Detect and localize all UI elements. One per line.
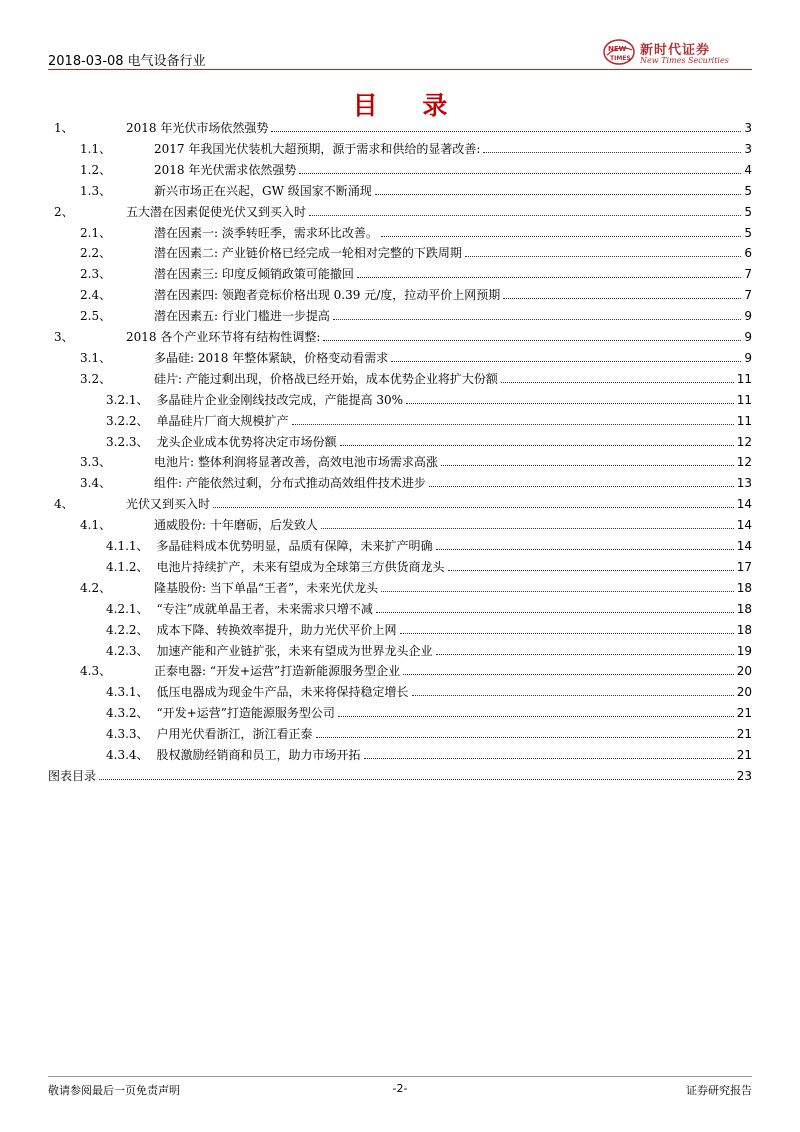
toc-entry-number: 4.3、	[80, 664, 112, 679]
toc-entry-number: 4.2.3、	[106, 643, 149, 658]
toc-entry-number: 3.2.3、	[106, 434, 149, 449]
toc-entry-page: 7	[744, 267, 752, 282]
toc-leader-dots	[333, 318, 742, 320]
toc-entry[interactable]	[48, 536, 752, 554]
toc-entry[interactable]	[48, 139, 752, 157]
toc-entry-number: 4.2.1、	[106, 601, 149, 616]
toc-entry[interactable]	[48, 557, 752, 575]
toc-leader-dots	[376, 611, 734, 613]
toc-entry-title: 低压电器成为现金牛产品，未来将保持稳定增长	[156, 685, 409, 700]
toc-entry-title: 2018 年光伏市场依然强势	[126, 121, 269, 135]
toc-entry[interactable]	[48, 661, 752, 679]
toc-entry-number: 4.1.1、	[106, 539, 149, 553]
toc-leader-dots	[412, 694, 734, 696]
toc-entry[interactable]	[48, 432, 752, 450]
toc-entry-page: 13	[736, 476, 752, 491]
toc-leader-dots	[448, 569, 734, 571]
toc-entry-title: 龙头企业成本优势将决定市场份额	[156, 434, 337, 449]
toc-leader-dots	[503, 297, 741, 299]
toc-leader-dots	[340, 444, 734, 446]
toc-entry-title: 多晶硅料成本优势明显，品质有保障，未来扩产明确	[156, 539, 433, 553]
toc-entry-page: 5	[744, 204, 752, 219]
toc-entry-title: 光伏又到买入时	[126, 497, 211, 512]
toc-leader-dots	[323, 339, 741, 341]
toc-entry-title: 正泰电器: “开发+运营”打造新能源服务型企业	[154, 664, 401, 679]
toc-leader-dots	[403, 673, 734, 675]
toc-entry[interactable]	[48, 243, 752, 261]
toc-entry-number: 2.2、	[80, 246, 112, 261]
toc-entry-number: 2.3、	[80, 267, 112, 282]
toc-leader-dots	[501, 381, 734, 383]
toc-leader-dots	[406, 402, 734, 404]
toc-entry-title: 潜在因素二: 产业链价格已经完成一轮相对完整的下跌周期	[154, 246, 462, 261]
toc-entry-page: 21	[736, 727, 752, 742]
toc-entry[interactable]	[48, 578, 752, 596]
header-divider	[48, 69, 752, 70]
toc-entry-number: 1、	[54, 121, 74, 135]
toc-leader-dots	[441, 464, 734, 466]
toc-entry-number: 1.2、	[80, 162, 112, 177]
page-number: -2-	[392, 1082, 408, 1095]
toc-entry[interactable]	[48, 202, 752, 220]
toc-leader-dots	[436, 548, 734, 550]
toc-entry-page: 18	[736, 601, 752, 616]
toc-entry-page: 20	[736, 685, 752, 700]
toc-title: 目 录	[352, 91, 466, 120]
disclaimer-note: 敬请参阅最后一页免责声明	[48, 1084, 180, 1097]
toc-entry-number: 4.2、	[80, 580, 112, 595]
toc-entry[interactable]	[48, 724, 752, 742]
toc-entry-title: 潜在因素一: 淡季转旺季，需求环比改善。	[154, 225, 378, 240]
toc-entry-number: 3.1、	[80, 350, 112, 365]
toc-entry-title: 多晶硅片企业金刚线技改完成，产能提高 30%	[156, 392, 404, 407]
toc-entry-number: 2.4、	[80, 288, 112, 303]
toc-entry-number: 4.3.1、	[106, 685, 149, 700]
toc-entry-page: 14	[736, 539, 752, 553]
toc-entry-number: 3.4、	[80, 476, 112, 491]
toc-leader-dots	[429, 485, 734, 487]
toc-entry-page: 18	[736, 580, 752, 595]
toc-entry[interactable]	[48, 599, 752, 617]
toc-entry-number: 3.2、	[80, 371, 112, 386]
toc-entry-title: “开发+运营”打造能源服务型公司	[156, 706, 335, 721]
toc-leader-dots	[400, 632, 734, 634]
toc-entry-title: 股权激励经销商和员工，助力市场开拓	[156, 748, 361, 762]
toc-entry-page: 5	[744, 225, 752, 240]
toc-entry-page: 21	[736, 748, 752, 762]
toc-entry[interactable]	[48, 118, 752, 136]
page-footer	[48, 1080, 752, 1098]
toc-leader-dots	[99, 778, 734, 780]
logo-english-name: New Times Securities	[640, 56, 729, 65]
toc-entry-page: 12	[736, 455, 752, 470]
toc-entry-title: 电池片: 整体利润将显著改善，高效电池市场需求高涨	[154, 455, 438, 470]
toc-entry-title: 图表目录	[48, 768, 97, 783]
toc-entry-title: 五大潜在因素促使光伏又到买入时	[126, 204, 307, 219]
toc-entry-title: 硅片: 产能过剩出现，价格战已经开始，成本优势企业将扩大份额	[154, 371, 498, 386]
toc-entry[interactable]	[48, 390, 752, 408]
report-type: 证券研究报告	[686, 1084, 752, 1097]
company-logo	[602, 38, 752, 68]
toc-entry-number: 2.5、	[80, 309, 112, 324]
toc-entry-number: 3、	[54, 330, 74, 344]
toc-entry-page: 23	[736, 768, 752, 783]
toc-entry[interactable]	[48, 515, 752, 533]
toc-entry-page: 11	[736, 392, 752, 407]
toc-entry[interactable]	[48, 369, 752, 387]
footer-divider	[48, 1076, 752, 1077]
toc-entry[interactable]	[48, 766, 752, 784]
toc-entry-number: 3.2.1、	[106, 392, 149, 407]
toc-entry-number: 4.1.2、	[106, 559, 149, 574]
toc-entry-title: 潜在因素五: 行业门槛进一步提高	[154, 309, 330, 324]
toc-leader-dots	[381, 590, 734, 592]
toc-entry-page: 18	[736, 622, 752, 637]
toc-entry-page: 9	[744, 309, 752, 324]
toc-entry[interactable]	[48, 452, 752, 470]
toc-entry-number: 2、	[54, 204, 74, 219]
toc-entry[interactable]	[48, 285, 752, 303]
toc-entry-page: 14	[736, 518, 752, 533]
logo-chinese-name: 新时代证券	[640, 43, 711, 58]
toc-entry-page: 9	[744, 350, 752, 365]
toc-entry-page: 14	[736, 497, 752, 512]
toc-leader-dots	[316, 736, 734, 738]
toc-entry-title: 2018 年光伏需求依然强势	[154, 162, 297, 177]
toc-entry-number: 4.3.2、	[106, 706, 149, 721]
toc-entry-number: 3.2.2、	[106, 413, 149, 428]
toc-entry-number: 2.1、	[80, 225, 112, 240]
toc-entry-page: 12	[736, 434, 752, 449]
toc-entry-page: 17	[736, 559, 752, 574]
page-header	[48, 38, 752, 68]
toc-entry-number: 1.1、	[80, 141, 112, 156]
toc-entry[interactable]	[48, 348, 752, 366]
toc-leader-dots	[465, 255, 741, 257]
toc-entry-page: 21	[736, 706, 752, 721]
toc-entry[interactable]	[48, 641, 752, 659]
toc-entry-title: 多晶硅: 2018 年整体紧缺，价格变动看需求	[154, 350, 389, 365]
toc-entry-number: 4.1、	[80, 518, 112, 533]
toc-leader-dots	[436, 653, 734, 655]
toc-leader-dots	[213, 506, 734, 508]
toc-entry-page: 11	[736, 371, 752, 386]
toc-entry-number: 3.3、	[80, 455, 112, 470]
toc-entry-title: 电池片持续扩产，未来有望成为全球第三方供货商龙头	[156, 559, 445, 574]
toc-leader-dots	[271, 130, 741, 132]
toc-leader-dots	[321, 527, 734, 529]
toc-entry[interactable]	[48, 682, 752, 700]
toc-entry-number: 1.3、	[80, 183, 112, 198]
toc-leader-dots	[338, 715, 734, 717]
report-date-industry: 2018-03-08 电气设备行业	[48, 54, 206, 69]
toc-entry-page: 7	[744, 288, 752, 303]
toc-leader-dots	[309, 214, 741, 216]
toc-entry[interactable]	[48, 411, 752, 429]
toc-leader-dots	[364, 757, 734, 759]
toc-entry-title: 隆基股份: 当下单晶“王者”，未来光伏龙头	[154, 580, 379, 595]
toc-entry-title: 通威股份: 十年磨砺，后发致人	[154, 518, 318, 533]
toc-entry-title: 成本下降、转换效率提升，助力光伏平价上网	[156, 622, 397, 637]
toc-entry-page: 9	[744, 330, 752, 344]
toc-entry[interactable]	[48, 306, 752, 324]
toc-leader-dots	[483, 151, 741, 153]
toc-entry[interactable]	[48, 473, 752, 491]
toc-entry-title: 户用光伏看浙江，浙江看正泰	[156, 727, 313, 742]
toc-leader-dots	[375, 193, 742, 195]
toc-entry-title: 加速产能和产业链扩张，未来有望成为世界龙头企业	[156, 643, 433, 658]
toc-entry-page: 3	[744, 121, 752, 135]
toc-entry[interactable]	[48, 264, 752, 282]
svg-text:TIMES: TIMES	[610, 55, 631, 62]
toc-entry-title: 单晶硅片厂商大规模扩产	[156, 413, 289, 428]
toc-entry-page: 6	[744, 246, 752, 261]
toc-entry[interactable]	[48, 223, 752, 241]
toc-entry-page: 20	[736, 664, 752, 679]
toc-entry-page: 11	[736, 413, 752, 428]
toc-entry[interactable]	[48, 494, 752, 512]
toc-entry-number: 4.2.2、	[106, 622, 149, 637]
toc-entry-number: 4、	[54, 497, 74, 512]
toc-entry[interactable]	[48, 703, 752, 721]
toc-entry-page: 5	[744, 183, 752, 198]
toc-entry-title: 新兴市场正在兴起，GW 级国家不断涌现	[154, 183, 372, 198]
toc-leader-dots	[299, 172, 741, 174]
toc-entry[interactable]	[48, 745, 752, 763]
toc-entry[interactable]	[48, 620, 752, 638]
toc-entry-title: 2017 年我国光伏装机大超预期，源于需求和供给的显著改善:	[154, 141, 481, 156]
toc-entry-page: 19	[736, 643, 752, 658]
toc-leader-dots	[391, 360, 741, 362]
svg-text:NEW: NEW	[608, 45, 627, 53]
toc-entry-title: “专注”成就单晶王者，未来需求只增不减	[156, 601, 373, 616]
toc-leader-dots	[381, 235, 742, 237]
toc-entry-title: 组件: 产能依然过剩，分布式推动高效组件技术进步	[154, 476, 426, 491]
toc-entry-title: 潜在因素四: 领跑者竞标价格出现 0.39 元/度，拉动平价上网预期	[154, 288, 501, 303]
toc-entry-number: 4.3.3、	[106, 727, 149, 742]
new-times-logo-icon	[602, 38, 636, 66]
toc-leader-dots	[357, 276, 742, 278]
toc-entry-page: 3	[744, 141, 752, 156]
toc-entry-title: 2018 各个产业环节将有结构性调整:	[126, 330, 321, 344]
toc-entry[interactable]	[48, 327, 752, 345]
toc-leader-dots	[292, 423, 734, 425]
toc-entry[interactable]	[48, 181, 752, 199]
toc-entry-title: 潜在因素三: 印度反倾销政策可能撤回	[154, 267, 354, 282]
toc-entry-number: 4.3.4、	[106, 748, 149, 762]
toc-entry-page: 4	[744, 162, 752, 177]
toc-entry[interactable]	[48, 160, 752, 178]
